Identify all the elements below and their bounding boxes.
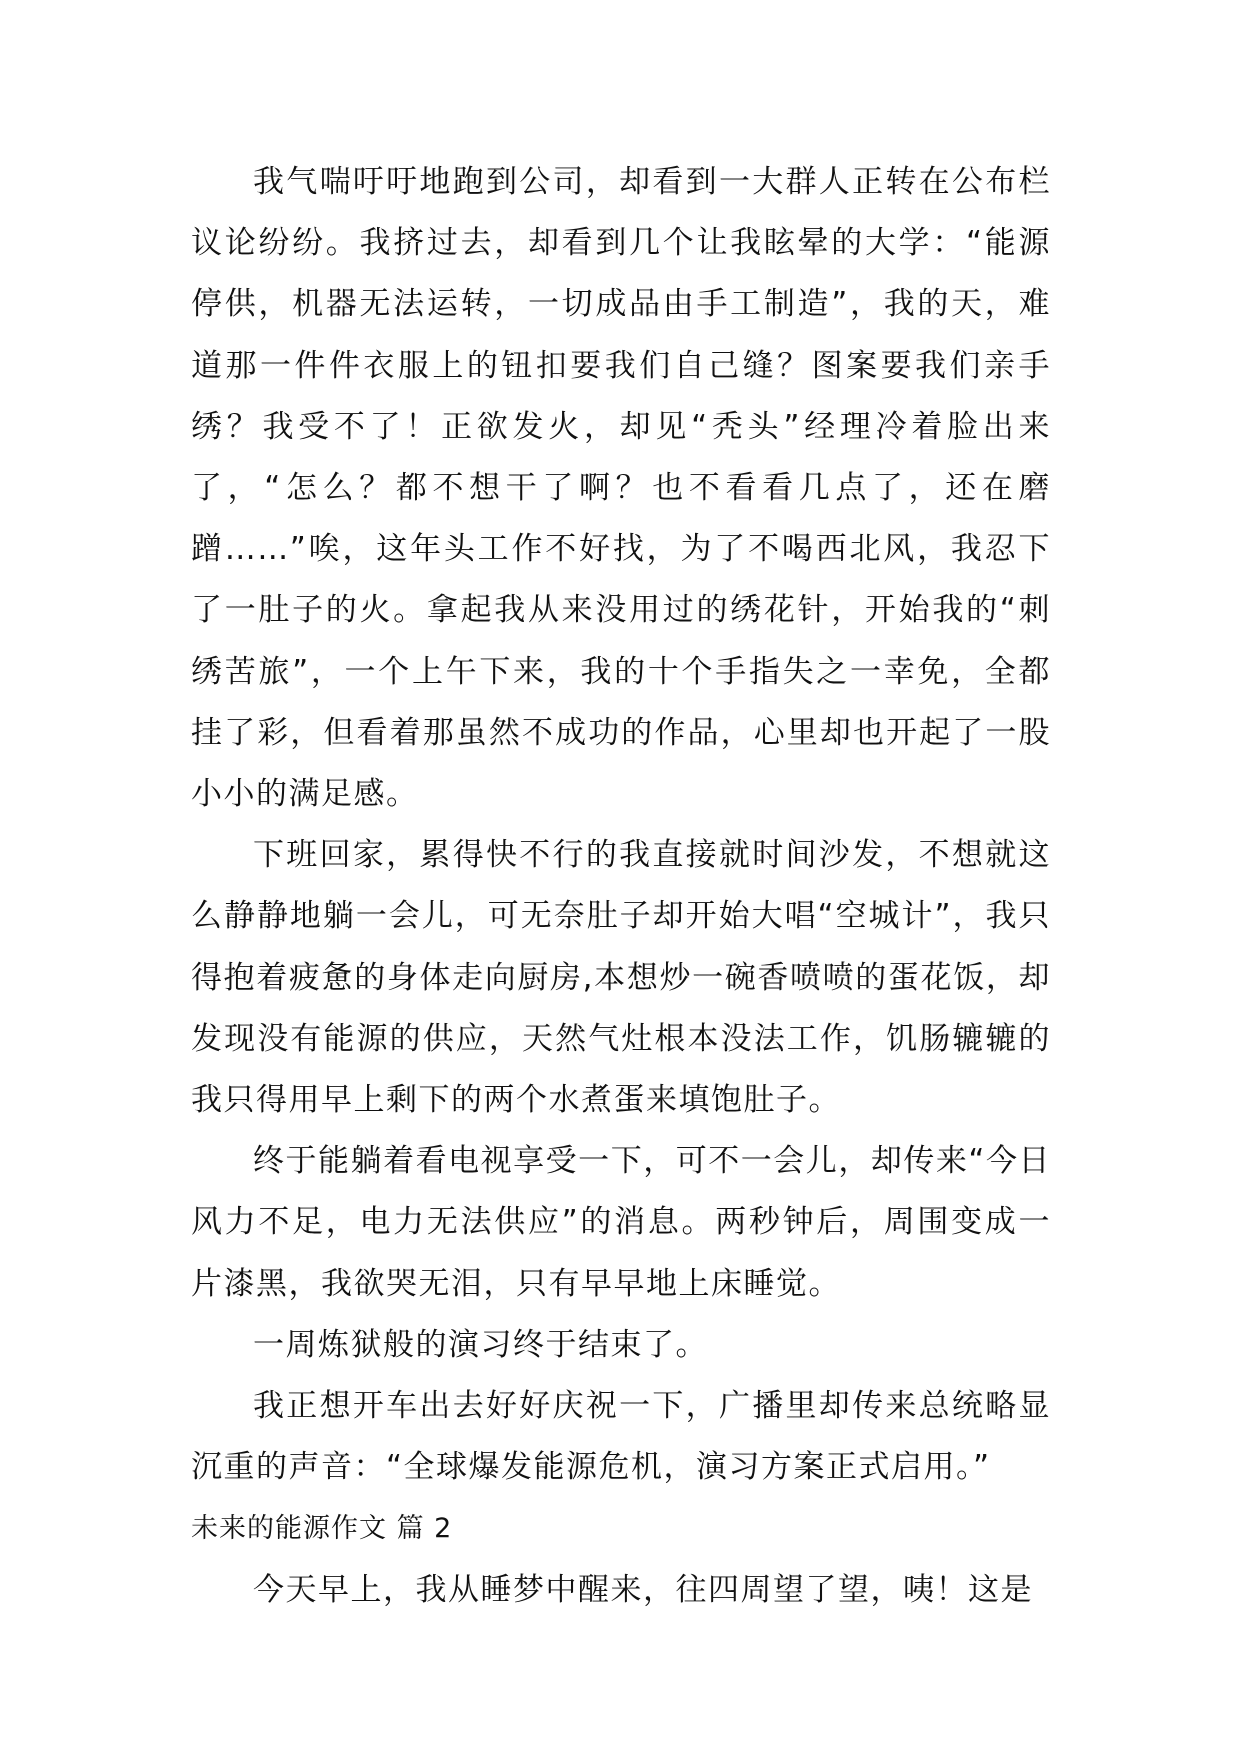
paragraph-3: 终于能躺着看电视享受一下，可不一会儿，却传来“今日风力不足，电力无法供应”的消息。两秒钟后，周围变成一片漆黑，我欲哭无泪，只有早早地上床睡觉。	[191, 1143, 1051, 1302]
paragraph-2: 下班回家，累得快不行的我直接就时间沙发，不想就这么静静地躺一会儿，可无奈肚子却开始大唱“空城计”，我只得抱着疲惫的身体走向厨房,本想炒一碗香喷喷的蛋花饭，却发现没有能源的供应，天然气灶根本没法工作，饥肠辘辘的我只得用早上剩下的两个水煮蛋来填饱肚子。	[191, 837, 1051, 1119]
paragraph-1: 我气喘吁吁地跑到公司，却看到一大群人正转在公布栏议论纷纷。我挤过去，却看到几个让我眩晕的大学：“能源停供，机器无法运转，一切成品由手工制造”，我的天，难道那一件件衣服上的钮扣要我们自己缝？图案要我们亲手绣？我受不了！正欲发火，却见“秃头”经理冷着脸出来了，“怎么？都不想干了啊？也不看看几点了，还在磨蹭……”唉，这年头工作不好找，为了不喝西北风，我忍下了一肚子的火。拿起我从来没用过的绣花针，开始我的“刺绣苦旅”，一个上午下来，我的十个手指失之一幸免，全都挂了彩，但看着那虽然不成功的作品，心里却也开起了一股小小的满足感。	[191, 164, 1051, 813]
paragraph-6: 今天早上，我从睡梦中醒来，往四周望了望，咦！这是	[253, 1571, 1033, 1608]
paragraph-4: 一周炼狱般的演习终于结束了。	[253, 1326, 708, 1363]
paragraph-5: 我正想开车出去好好庆祝一下，广播里却传来总统略显沉重的声音：“全球爆发能源危机，演习方案正式启用。”	[191, 1388, 1051, 1486]
document-body	[191, 152, 1051, 1621]
section-heading: 未来的能源作文 篇 2	[191, 1513, 453, 1545]
